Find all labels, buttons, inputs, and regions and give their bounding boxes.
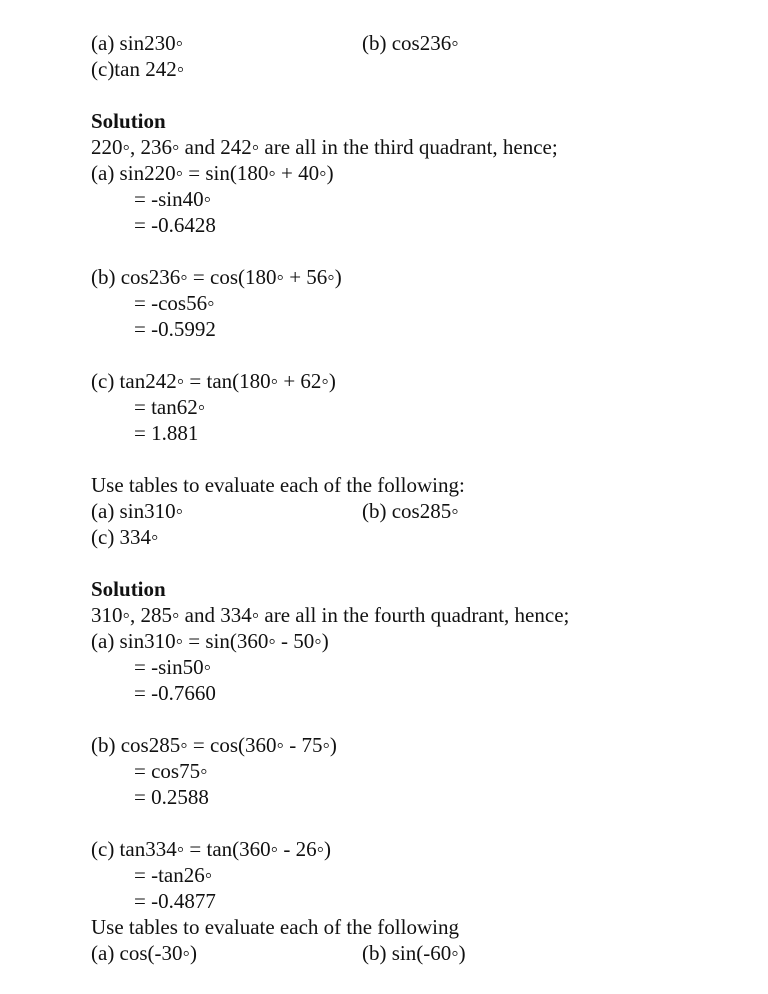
solution1-c-line2: = tan62◦ [134,395,206,419]
solution2-b-line1: (b) cos285◦ = cos(360◦ - 75◦) [91,733,337,757]
solution1-intro: 220◦, 236◦ and 242◦ are all in the third quadrant, hence; [91,135,558,159]
solution1-b-line2: = -cos56◦ [134,291,215,315]
solution1-a-line2: = -sin40◦ [134,187,212,211]
solution1-c-line3: = 1.881 [134,421,199,445]
solution1-a-line1: (a) sin220◦ = sin(180◦ + 40◦) [91,161,334,185]
exercise1-item-a: (a) sin230◦ [91,31,184,55]
exercise1-item-c: (c)tan 242◦ [91,57,185,81]
exercise2-item-c: (c) 334◦ [91,525,159,549]
solution2-a-line1: (a) sin310◦ = sin(360◦ - 50◦) [91,629,329,653]
solution2-heading: Solution [91,577,166,601]
solution2-b-line3: = 0.2588 [134,785,209,809]
exercise2-item-a: (a) sin310◦ [91,499,184,523]
exercise1-item-b: (b) cos236◦ [362,31,459,55]
solution2-b-line2: = cos75◦ [134,759,208,783]
solution1-b-line3: = -0.5992 [134,317,216,341]
solution2-a-line3: = -0.7660 [134,681,216,705]
solution1-b-line1: (b) cos236◦ = cos(180◦ + 56◦) [91,265,342,289]
exercise3-item-b: (b) sin(-60◦) [362,941,466,965]
exercise2-item-b: (b) cos285◦ [362,499,459,523]
solution2-c-line2: = -tan26◦ [134,863,213,887]
solution1-heading: Solution [91,109,166,133]
exercise2-instruction: Use tables to evaluate each of the following: [91,473,465,497]
solution1-a-line3: = -0.6428 [134,213,216,237]
solution2-a-line2: = -sin50◦ [134,655,212,679]
exercise3-instruction: Use tables to evaluate each of the following [91,915,459,939]
solution2-intro: 310◦, 285◦ and 334◦ are all in the fourth quadrant, hence; [91,603,570,627]
solution2-c-line3: = -0.4877 [134,889,216,913]
exercise3-item-a: (a) cos(-30◦) [91,941,197,965]
solution2-c-line1: (c) tan334◦ = tan(360◦ - 26◦) [91,837,332,861]
solution1-c-line1: (c) tan242◦ = tan(180◦ + 62◦) [91,369,336,393]
